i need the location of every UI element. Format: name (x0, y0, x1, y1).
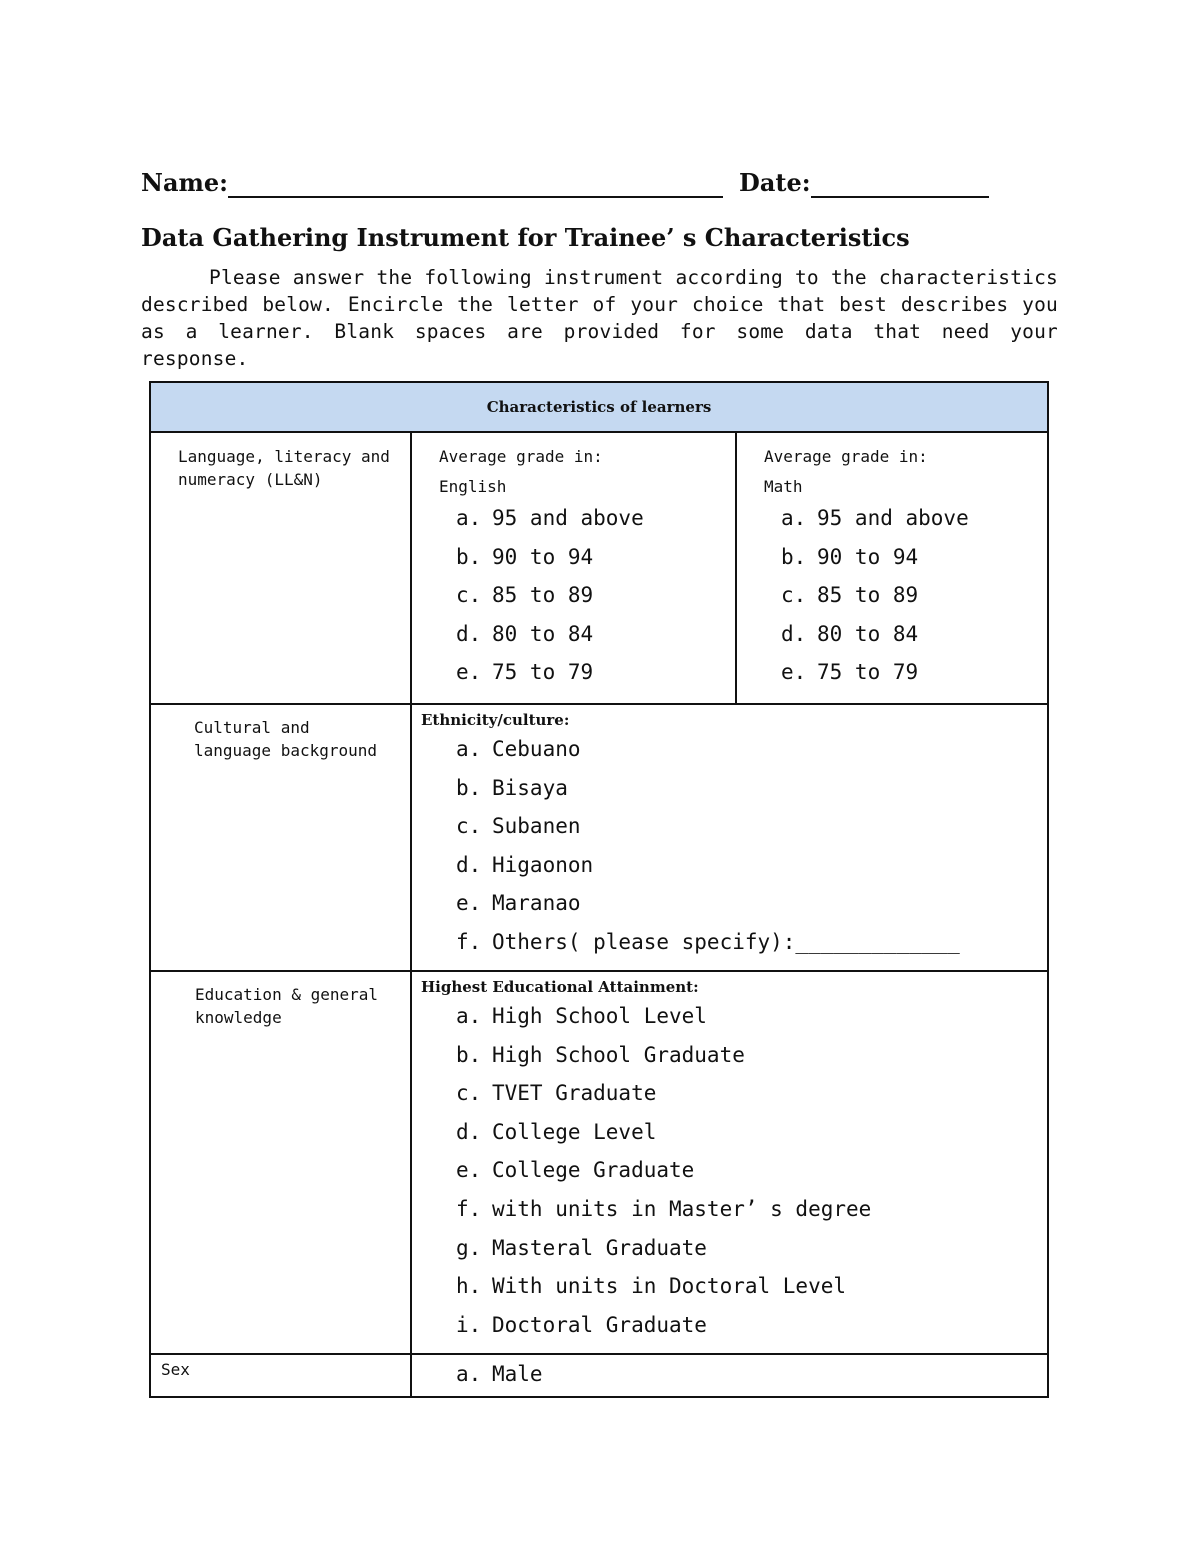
list-item[interactable]: e. Maranao (456, 891, 581, 916)
list-item[interactable]: a. High School Level (456, 1004, 707, 1028)
english-prompt: Average grade in: (439, 447, 603, 466)
list-item[interactable]: a. 95 and above (456, 506, 644, 530)
instructions-paragraph: Please answer the following instrument according to the characteristics described below. Encircle the letter of your choice that best describes you as a learner. Blank spaces are provided for some data that need your response. (141, 266, 1058, 370)
sex-options-cell (411, 1354, 1048, 1397)
name-label: Name: (141, 168, 229, 197)
english-cell (411, 432, 736, 704)
education-category-cell (150, 971, 411, 1354)
list-item[interactable]: b. Bisaya (456, 775, 568, 800)
list-item[interactable]: g. Masteral Graduate (456, 1235, 707, 1260)
date-label: Date: (739, 168, 811, 197)
list-item[interactable]: e. College Graduate (456, 1158, 695, 1183)
list-item[interactable]: f. with units in Master’ s degree (456, 1196, 872, 1221)
list-item[interactable]: b. 90 to 94 (456, 544, 594, 569)
english-options (412, 499, 735, 692)
date-blank[interactable] (811, 172, 989, 198)
list-item[interactable]: d. Higaonon (456, 852, 594, 877)
culture-options-cell (411, 704, 1048, 971)
llen-category-cell (150, 432, 411, 704)
name-date-line (141, 168, 1001, 198)
llen-category-label: Language, literacy and numeracy (LL&N) (178, 447, 390, 489)
sex-category-label: Sex (161, 1360, 190, 1379)
education-options (412, 997, 1047, 1344)
list-item[interactable]: e. 75 to 79 (456, 660, 594, 685)
list-item[interactable]: f. Others( please specify):_____________ (456, 929, 960, 954)
list-item[interactable]: d. 80 to 84 (456, 621, 594, 646)
education-options-cell (411, 971, 1048, 1354)
characteristics-table (149, 381, 1049, 1398)
list-item[interactable]: c. Subanen (456, 814, 581, 839)
math-options (737, 499, 1047, 692)
list-item[interactable]: a. Male (456, 1362, 543, 1386)
math-cell (736, 432, 1048, 704)
list-item[interactable]: c. 85 to 89 (456, 583, 594, 608)
document-title: Data Gathering Instrument for Trainee’ s Characteristics (141, 223, 910, 252)
list-item[interactable]: c. 85 to 89 (781, 583, 919, 608)
name-blank[interactable] (228, 172, 723, 198)
list-item[interactable]: c. TVET Graduate (456, 1081, 657, 1106)
culture-options (412, 730, 1047, 962)
sex-options (412, 1355, 1047, 1394)
table-header: Characteristics of learners (150, 382, 1048, 432)
culture-category-cell (150, 704, 411, 971)
math-subject: Math (764, 477, 803, 496)
education-category-label: Education & general knowledge (195, 985, 379, 1027)
culture-category-label: Cultural and language background (194, 718, 378, 760)
culture-question: Ethnicity/culture: (421, 711, 570, 729)
education-question: Highest Educational Attainment: (421, 978, 699, 996)
list-item[interactable]: h. With units in Doctoral Level (456, 1274, 847, 1299)
list-item[interactable]: b. High School Graduate (456, 1042, 745, 1067)
english-subject: English (439, 477, 507, 496)
list-item[interactable]: d. 80 to 84 (781, 621, 919, 646)
list-item[interactable]: b. 90 to 94 (781, 544, 919, 569)
list-item[interactable]: i. Doctoral Graduate (456, 1312, 707, 1337)
sex-category-cell (150, 1354, 411, 1397)
list-item[interactable]: d. College Level (456, 1119, 657, 1144)
list-item[interactable]: e. 75 to 79 (781, 660, 919, 685)
math-prompt: Average grade in: (764, 447, 928, 466)
list-item[interactable]: a. 95 and above (781, 506, 969, 530)
list-item[interactable]: a. Cebuano (456, 737, 581, 761)
